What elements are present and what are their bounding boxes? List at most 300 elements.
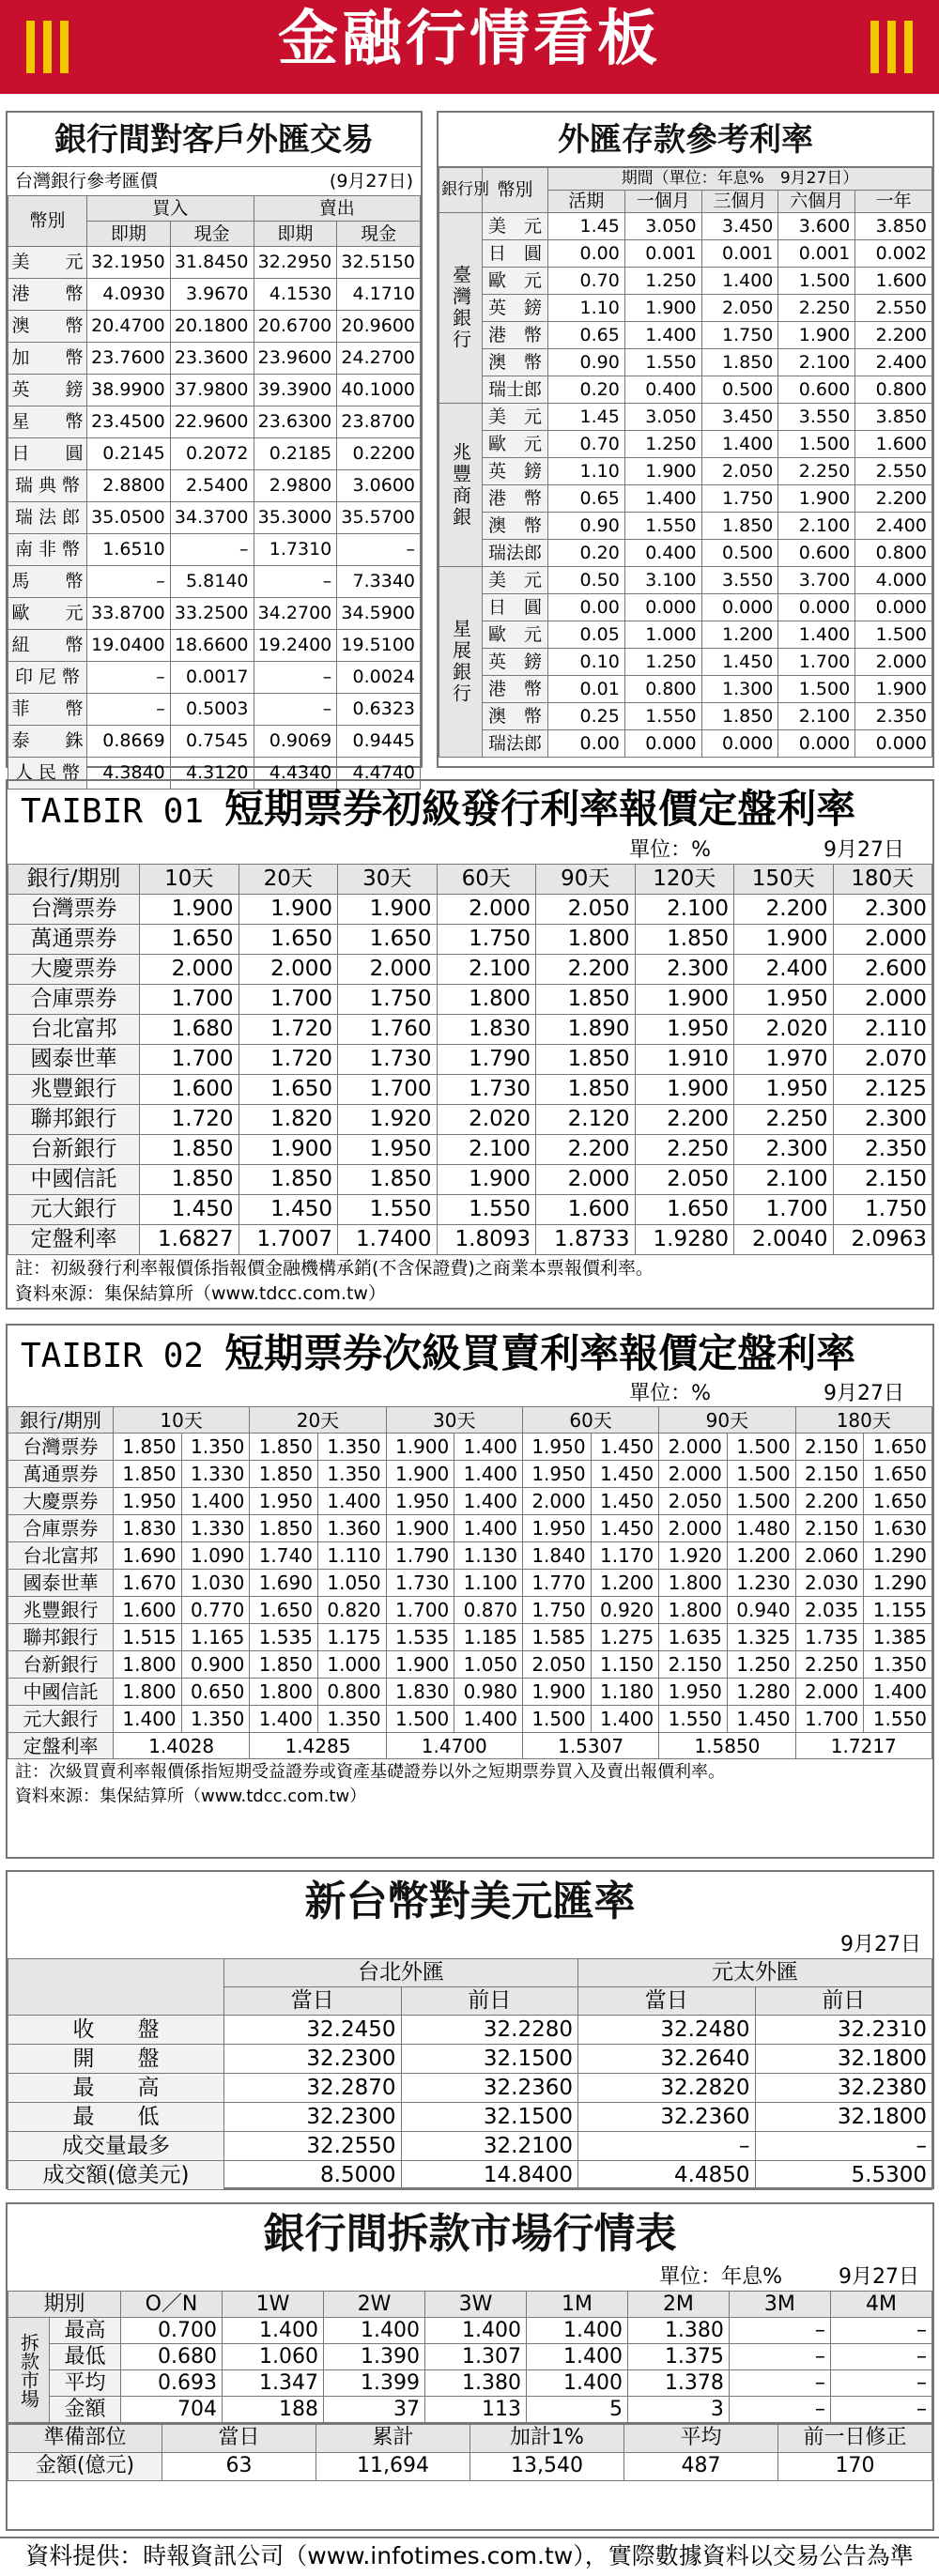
dep-rate: 1.900	[778, 485, 855, 513]
t2-rate: 1.450	[591, 1434, 659, 1461]
table-row	[8, 2074, 932, 2103]
t1-rate: 2.0040	[734, 1225, 834, 1255]
t2-rate: 1.450	[591, 1461, 659, 1488]
fx-value: 2.8800	[87, 470, 171, 502]
t1-rate: 1.850	[635, 925, 734, 955]
usd-h-prev: 前日	[401, 1987, 578, 2016]
taibir01-unit: 單位：%	[629, 838, 711, 862]
t2-rate: 1.850	[114, 1461, 182, 1488]
table-row	[439, 404, 932, 431]
call-value: 1.400	[526, 2370, 627, 2397]
taibir01-unitline	[8, 837, 932, 864]
t2-rate: 2.250	[795, 1651, 864, 1679]
call-value: –	[830, 2397, 931, 2423]
dep-rate: 1.500	[855, 621, 932, 649]
t1-col-header: 60天	[437, 865, 536, 895]
call-value: 0.693	[121, 2370, 223, 2397]
dep-currency: 港 幣	[483, 485, 548, 513]
t2-rate: 1.185	[454, 1624, 523, 1651]
t1-rate: 1.800	[437, 985, 536, 1015]
fx-value: 34.2700	[254, 598, 337, 630]
fx-value: 19.0400	[87, 630, 171, 662]
t2-col-header: 60天	[522, 1407, 658, 1434]
dep-rate: 1.400	[701, 431, 778, 458]
t2-rate: 1.550	[659, 1706, 728, 1733]
table-row	[8, 2103, 932, 2132]
t2-rate: 1.735	[795, 1624, 864, 1651]
t2-rate: 1.500	[727, 1434, 795, 1461]
t1-bank: 台新銀行	[8, 1135, 140, 1165]
call-value: 113	[424, 2397, 526, 2423]
call-value: –	[830, 2370, 931, 2397]
t1-rate: 1.760	[338, 1015, 438, 1045]
t1-rate: 1.850	[536, 985, 636, 1015]
t2-bank: 台灣票券	[8, 1434, 114, 1461]
call-col-header: 3M	[729, 2292, 830, 2318]
t1-col-header: 20天	[239, 865, 338, 895]
t2-rate: 1.350	[864, 1651, 932, 1679]
usd-value: 32.1500	[401, 2103, 578, 2132]
usd-value: 32.2100	[401, 2132, 578, 2161]
call-value: 1.375	[627, 2344, 729, 2370]
fx-currency: 星 幣	[8, 406, 87, 438]
fx-subtitle: 台灣銀行參考匯價	[15, 171, 159, 192]
t1-bank: 定盤利率	[8, 1225, 140, 1255]
fx-value: 33.8700	[87, 598, 171, 630]
table-row	[8, 2132, 932, 2161]
t2-rate: 2.060	[795, 1542, 864, 1570]
fx-value: 1.6510	[87, 534, 171, 566]
t2-rate: 1.900	[386, 1434, 454, 1461]
deposit-panel	[437, 111, 934, 768]
t2-rate: 2.000	[659, 1515, 728, 1542]
dep-rate: 3.600	[778, 213, 855, 240]
t1-h-first: 銀行/期別	[8, 865, 140, 895]
call-value: 1.400	[424, 2318, 526, 2344]
table-row	[8, 694, 421, 726]
t2-rate: 1.650	[864, 1461, 932, 1488]
t2-rate: 1.950	[659, 1679, 728, 1706]
dep-rate: 1.500	[778, 676, 855, 703]
t2-rate: 1.670	[114, 1570, 182, 1597]
dep-rate: 0.600	[778, 376, 855, 404]
usd-h-today: 當日	[578, 1987, 756, 2016]
usd-panel	[6, 1870, 934, 2189]
fx-value: 0.9069	[254, 726, 337, 758]
fx-value: 0.9445	[337, 726, 421, 758]
table-row	[439, 540, 932, 567]
dep-rate: 4.000	[855, 567, 932, 594]
fx-value: 4.1710	[337, 279, 421, 311]
fx-h-sell: 賣出	[254, 196, 421, 222]
t2-fix-value: 1.4700	[386, 1733, 522, 1759]
fx-currency: 歐 元	[8, 598, 87, 630]
table-row	[439, 458, 932, 485]
table-row	[8, 247, 421, 279]
reserve-value: 13,540	[470, 2452, 624, 2480]
fx-value: 35.0500	[87, 502, 171, 534]
fx-value: 4.3840	[87, 758, 171, 790]
dep-h-bank: 銀行別	[439, 168, 483, 213]
fx-currency: 印 尼 幣	[8, 662, 87, 694]
usd-value: 4.4850	[578, 2161, 756, 2190]
fx-value: 23.4500	[87, 406, 171, 438]
dep-rate: 1.45	[548, 404, 625, 431]
usd-value: 32.2480	[578, 2016, 756, 2045]
table-row	[8, 343, 421, 375]
fx-value: 7.3340	[337, 566, 421, 598]
fx-currency: 美 元	[8, 247, 87, 279]
dep-rate: 0.70	[548, 431, 625, 458]
t2-rate: 1.155	[864, 1597, 932, 1624]
t1-bank: 大慶票券	[8, 955, 140, 985]
t2-rate: 1.585	[522, 1624, 591, 1651]
dep-rate: 2.400	[855, 513, 932, 540]
t2-rate: 1.535	[386, 1624, 454, 1651]
fx-value: 19.2400	[254, 630, 337, 662]
t2-rate: 1.750	[522, 1597, 591, 1624]
t2-rate: 1.400	[454, 1488, 523, 1515]
table-row	[8, 1597, 932, 1624]
fx-value: 35.3000	[254, 502, 337, 534]
fx-value: 1.7310	[254, 534, 337, 566]
taibir02-header	[8, 1326, 932, 1382]
t1-rate: 2.000	[239, 955, 338, 985]
t1-bank: 元大銀行	[8, 1195, 140, 1225]
call-value: –	[729, 2344, 830, 2370]
t1-rate: 1.900	[734, 925, 834, 955]
taibir01-date: 9月27日	[824, 838, 904, 862]
dep-rate: 1.600	[855, 268, 932, 295]
fx-value: –	[170, 534, 254, 566]
t1-rate: 1.700	[140, 1045, 239, 1075]
banner-bars-right	[870, 21, 913, 73]
t1-rate: 2.300	[833, 1105, 932, 1135]
dep-currency: 英 鎊	[483, 649, 548, 676]
dep-rate: 0.65	[548, 322, 625, 349]
taibir01-panel	[6, 779, 934, 1310]
fx-value: 23.3600	[170, 343, 254, 375]
table-row	[8, 2397, 932, 2423]
table-row	[439, 213, 932, 240]
fx-currency: 紐 幣	[8, 630, 87, 662]
dep-rate: 0.90	[548, 349, 625, 376]
t2-rate: 1.400	[454, 1434, 523, 1461]
fx-value: 2.9800	[254, 470, 337, 502]
t2-rate: 0.980	[454, 1679, 523, 1706]
dep-rate: 0.001	[701, 240, 778, 268]
table-row	[439, 349, 932, 376]
call-value: 1.307	[424, 2344, 526, 2370]
fx-value: 3.9670	[170, 279, 254, 311]
call-value: 1.347	[223, 2370, 324, 2397]
t2-rate: 1.650	[864, 1434, 932, 1461]
usd-value: –	[578, 2132, 756, 2161]
t1-rate: 1.850	[140, 1165, 239, 1195]
fx-value: 20.4700	[87, 311, 171, 343]
table-row	[8, 2370, 932, 2397]
t2-rate: 1.200	[727, 1542, 795, 1570]
fx-value: 20.9600	[337, 311, 421, 343]
t1-rate: 1.970	[734, 1045, 834, 1075]
fx-value: 32.2950	[254, 247, 337, 279]
t1-rate: 1.700	[338, 1075, 438, 1105]
callmoney-unitline	[8, 2264, 932, 2291]
t2-rate: 1.400	[454, 1706, 523, 1733]
t2-rate: 1.400	[317, 1488, 386, 1515]
t1-rate: 2.100	[437, 955, 536, 985]
t1-rate: 1.450	[239, 1195, 338, 1225]
dep-rate: 1.400	[778, 621, 855, 649]
dep-bank-name: 星展銀行	[439, 567, 483, 758]
callmoney-table	[8, 2291, 932, 2423]
dep-rate: 1.200	[701, 621, 778, 649]
taibir01-header	[8, 781, 932, 837]
fx-h-cash: 現金	[337, 222, 421, 247]
t1-rate: 1.750	[833, 1195, 932, 1225]
t2-rate: 1.090	[181, 1542, 250, 1570]
t2-rate: 2.000	[659, 1434, 728, 1461]
t2-fix-value: 1.7217	[795, 1733, 931, 1759]
t2-rate: 1.600	[114, 1597, 182, 1624]
fx-value: 40.1000	[337, 375, 421, 406]
fx-value: 35.5700	[337, 502, 421, 534]
t2-rate: 1.800	[659, 1570, 728, 1597]
dep-rate: 0.000	[855, 594, 932, 621]
page-banner	[0, 0, 939, 94]
call-value: 3	[627, 2397, 729, 2423]
t2-rate: 1.290	[864, 1542, 932, 1570]
dep-currency: 瑞法郎	[483, 730, 548, 758]
call-value: 1.060	[223, 2344, 324, 2370]
t2-rate: 1.800	[659, 1597, 728, 1624]
taibir01-title: 短期票券初級發行利率報價定盤利率	[224, 786, 856, 832]
taibir02-unit: 單位：%	[629, 1382, 711, 1405]
usd-value: 14.8400	[401, 2161, 578, 2190]
fx-value: 22.9600	[170, 406, 254, 438]
t2-rate: 1.700	[795, 1706, 864, 1733]
call-value: –	[729, 2370, 830, 2397]
call-value: –	[729, 2397, 830, 2423]
dep-currency: 瑞士郎	[483, 376, 548, 404]
table-row	[439, 513, 932, 540]
t1-rate: 2.350	[833, 1135, 932, 1165]
t2-rate: 1.850	[250, 1434, 318, 1461]
fx-value: 0.2200	[337, 438, 421, 470]
t1-bank: 中國信託	[8, 1165, 140, 1195]
dep-currency: 歐 元	[483, 268, 548, 295]
t2-rate: 1.325	[727, 1624, 795, 1651]
usd-value: 32.2360	[578, 2103, 756, 2132]
t2-rate: 1.150	[591, 1651, 659, 1679]
dep-currency: 歐 元	[483, 431, 548, 458]
fx-panel	[6, 111, 423, 783]
t1-rate: 1.850	[140, 1135, 239, 1165]
dep-rate: 0.00	[548, 730, 625, 758]
usd-value: 32.2380	[755, 2074, 932, 2103]
t1-rate: 2.070	[833, 1045, 932, 1075]
table-row	[8, 1542, 932, 1570]
fx-value: 4.4740	[337, 758, 421, 790]
dep-currency: 歐 元	[483, 621, 548, 649]
fx-value: 0.7545	[170, 726, 254, 758]
t1-rate: 2.300	[734, 1135, 834, 1165]
dep-rate: 0.000	[855, 730, 932, 758]
t2-rate: 1.400	[454, 1461, 523, 1488]
dep-rate: 0.000	[778, 730, 855, 758]
dep-rate: 0.05	[548, 621, 625, 649]
t2-rate: 1.350	[317, 1461, 386, 1488]
dep-rate: 1.400	[624, 322, 701, 349]
t2-rate: 1.400	[181, 1488, 250, 1515]
t1-rate: 1.920	[338, 1105, 438, 1135]
t1-rate: 1.730	[437, 1075, 536, 1105]
table-row	[8, 406, 421, 438]
t1-col-header: 120天	[635, 865, 734, 895]
callmoney-date: 9月27日	[839, 2265, 919, 2289]
t1-rate: 2.000	[140, 955, 239, 985]
t2-rate: 1.330	[181, 1515, 250, 1542]
dep-rate: 2.200	[855, 485, 932, 513]
fx-currency: 澳 幣	[8, 311, 87, 343]
dep-rate: 0.800	[855, 540, 932, 567]
table-row	[8, 534, 421, 566]
t2-rate: 1.535	[250, 1624, 318, 1651]
call-col-header: O／N	[121, 2292, 223, 2318]
t1-rate: 1.8733	[536, 1225, 636, 1255]
usd-value: 32.2550	[224, 2132, 402, 2161]
fx-table	[8, 195, 421, 790]
dep-rate: 1.700	[778, 649, 855, 676]
fx-value: 20.6700	[254, 311, 337, 343]
dep-rate: 2.100	[778, 349, 855, 376]
usd-value: 32.2640	[578, 2045, 756, 2074]
t1-rate: 1.720	[239, 1015, 338, 1045]
t1-rate: 1.890	[536, 1015, 636, 1045]
table-row	[8, 1135, 932, 1165]
table-row	[439, 268, 932, 295]
t2-rate: 1.500	[522, 1706, 591, 1733]
deposit-title: 外匯存款參考利率	[439, 113, 932, 167]
t2-rate: 1.700	[386, 1597, 454, 1624]
t2-rate: 1.130	[454, 1542, 523, 1570]
table-row	[8, 1225, 932, 1255]
t1-rate: 2.000	[338, 955, 438, 985]
t2-rate: 1.950	[114, 1488, 182, 1515]
t2-rate: 1.180	[591, 1679, 659, 1706]
t2-rate: 1.650	[864, 1488, 932, 1515]
dep-rate: 1.900	[624, 295, 701, 322]
dep-h-currency: 幣別	[483, 168, 548, 213]
t2-rate: 1.175	[317, 1624, 386, 1651]
table-row	[8, 1651, 932, 1679]
usd-value: 8.5000	[224, 2161, 402, 2190]
t2-rate: 1.165	[181, 1624, 250, 1651]
table-row	[8, 1624, 932, 1651]
t2-rate: 1.650	[250, 1597, 318, 1624]
t1-rate: 1.900	[635, 1075, 734, 1105]
dep-rate: 1.900	[855, 676, 932, 703]
reserve-header: 累計	[316, 2424, 470, 2452]
dep-rate: 0.001	[778, 240, 855, 268]
dep-bank-name: 臺灣銀行	[439, 213, 483, 404]
t2-rate: 1.290	[864, 1570, 932, 1597]
dep-rate: 1.750	[701, 485, 778, 513]
t2-rate: 1.400	[114, 1706, 182, 1733]
t2-bank: 台北富邦	[8, 1542, 114, 1570]
table-row	[8, 375, 421, 406]
t1-rate: 2.100	[734, 1165, 834, 1195]
t2-bank: 元大銀行	[8, 1706, 114, 1733]
table-row	[8, 598, 421, 630]
t2-rate: 1.740	[250, 1542, 318, 1570]
dep-rate: 0.800	[624, 676, 701, 703]
call-value: –	[830, 2344, 931, 2370]
t1-rate: 2.250	[635, 1135, 734, 1165]
fx-h-cash: 現金	[170, 222, 254, 247]
reserve-label: 金額(億元)	[8, 2452, 162, 2480]
t2-rate: 1.200	[591, 1570, 659, 1597]
dep-rate: 0.000	[624, 594, 701, 621]
t2-rate: 1.050	[317, 1570, 386, 1597]
t1-rate: 1.9280	[635, 1225, 734, 1255]
dep-currency: 美 元	[483, 404, 548, 431]
t2-rate: 1.790	[386, 1542, 454, 1570]
fx-value: 0.2072	[170, 438, 254, 470]
t2-rate: 0.820	[317, 1597, 386, 1624]
t2-rate: 1.500	[727, 1488, 795, 1515]
usd-value: –	[755, 2132, 932, 2161]
call-value: –	[830, 2318, 931, 2344]
t1-rate: 1.8093	[437, 1225, 536, 1255]
t1-rate: 1.950	[734, 985, 834, 1015]
t1-col-header: 30天	[338, 865, 438, 895]
table-row	[8, 470, 421, 502]
dep-rate: 3.450	[701, 213, 778, 240]
t1-rate: 1.900	[338, 895, 438, 925]
dep-rate: 3.550	[778, 404, 855, 431]
usd-h-prev: 前日	[755, 1987, 932, 2016]
t2-rate: 1.900	[386, 1461, 454, 1488]
table-row	[8, 2045, 932, 2074]
table-row	[439, 703, 932, 730]
usd-h-today: 當日	[224, 1987, 402, 2016]
table-row	[439, 240, 932, 268]
usd-market-yuanta: 元太外匯	[578, 1959, 932, 1987]
reserve-header: 加計1%	[470, 2424, 624, 2452]
fx-currency: 日 圓	[8, 438, 87, 470]
dep-currency: 日 圓	[483, 240, 548, 268]
dep-rate: 0.000	[701, 730, 778, 758]
dep-rate: 0.500	[701, 540, 778, 567]
fx-value: 23.9600	[254, 343, 337, 375]
t2-bank: 國泰世華	[8, 1570, 114, 1597]
t1-rate: 2.300	[833, 895, 932, 925]
reserve-value: 487	[624, 2452, 778, 2480]
t1-rate: 1.680	[140, 1015, 239, 1045]
dep-col-header: 活期	[548, 191, 625, 213]
taibir02-panel	[6, 1324, 934, 1859]
taibir01-source: 資料來源：集保結算所（www.tdcc.com.tw）	[15, 1282, 386, 1304]
t2-rate: 1.950	[522, 1434, 591, 1461]
dep-rate: 0.25	[548, 703, 625, 730]
t2-rate: 1.350	[317, 1434, 386, 1461]
t2-rate: 1.385	[864, 1624, 932, 1651]
t2-rate: 2.000	[522, 1488, 591, 1515]
t2-rate: 1.920	[659, 1542, 728, 1570]
t1-rate: 2.200	[536, 1135, 636, 1165]
fx-value: –	[87, 566, 171, 598]
